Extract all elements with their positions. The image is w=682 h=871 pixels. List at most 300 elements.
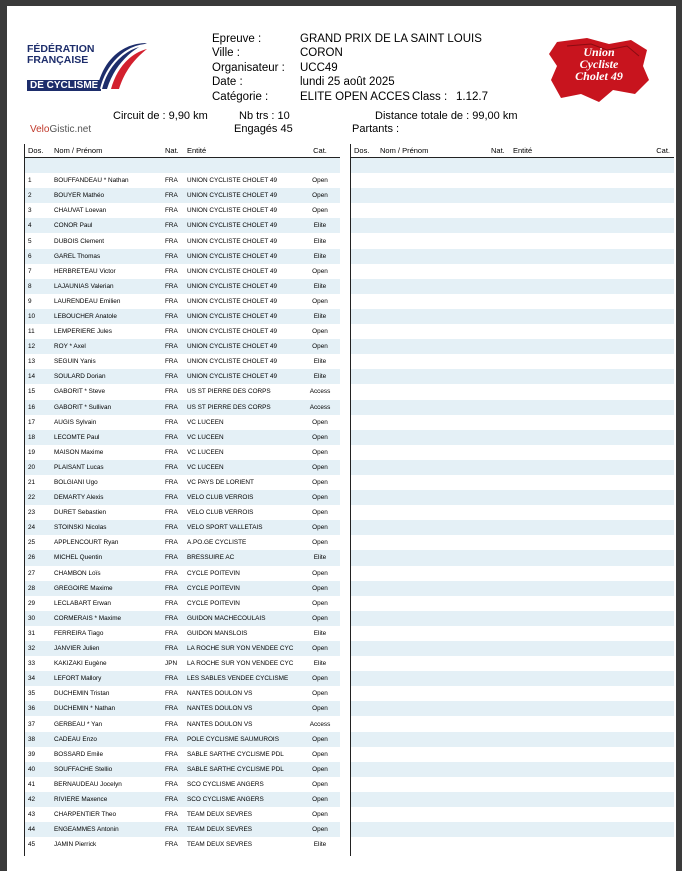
cell-cat: Open [312,418,328,426]
cell-nat [491,324,513,339]
cell-dos [350,566,380,581]
cell-cat: Elite [313,841,327,849]
cell-dos [350,384,380,399]
cell-dos [350,837,380,852]
empty-row [350,550,674,565]
cell-name: LEBOUCHER Anatole [54,309,165,324]
col-nat-header: Nat. [165,144,187,158]
empty-row [350,188,674,203]
table-row [24,747,340,762]
cell-cat: Elite [300,369,340,384]
cell-nat [491,400,513,415]
cell-cat: Access [309,720,331,728]
categorie-value: ELITE OPEN ACCES [300,91,410,103]
nbtrs-value: 10 [277,110,290,122]
cell-nat: FRA [165,792,187,807]
cell-dos: 41 [28,780,36,788]
cell-entite: US ST PIERRE DES CORPS [187,388,271,396]
cell-entite [513,309,630,324]
cell-cat [630,596,674,611]
cell-dos: 3 [28,207,32,215]
empty-row [350,581,674,596]
cell-dos: 25 [28,539,36,547]
cell-nat: FRA [165,641,187,656]
cell-nat [491,339,513,354]
cell-cat: Open [312,479,328,487]
cell-cat: Elite [313,660,327,668]
cell-cat [630,384,674,399]
cell-nat [491,671,513,686]
cell-nat [491,505,513,520]
table-row [24,807,340,822]
empty-row [350,732,674,747]
table-row [24,430,340,445]
cell-entite: LA ROCHE SUR YON VENDEE CYC [187,660,294,668]
cell-cat: Access [309,388,331,396]
table-row [24,188,340,203]
cell-cat: Open [312,569,328,577]
cell-entite [513,777,630,792]
cell-dos: 15 [28,388,36,396]
table-row [24,203,340,218]
cell-dos: 38 [24,732,54,747]
circuit-value: 9,90 [168,110,191,122]
engages-value: 45 [280,123,293,135]
cell-nat: FRA [165,611,187,626]
cell-entite [513,822,630,837]
cell-entite [513,218,630,233]
table-row [24,596,340,611]
cell-dos: 11 [28,328,35,336]
cell-dos [350,626,380,641]
cell-nat: JPN [165,660,178,668]
cell-nat [491,279,513,294]
cell-cat: Elite [300,550,340,565]
cell-entite [513,807,630,822]
cell-dos: 21 [28,479,36,487]
cell-entite [513,339,630,354]
table-row [24,354,340,369]
cell-dos: 33 [28,660,36,668]
empty-row [350,279,674,294]
cell-cat: Elite [300,309,340,324]
cell-nat: FRA [165,780,178,788]
table-row [24,475,340,490]
cell-dos [350,747,380,762]
cell-cat [630,203,674,218]
cell-nat [491,535,513,550]
cell-name [380,173,491,188]
cell-dos [350,354,380,369]
empty-row [350,762,674,777]
cell-entite: UNION CYCLISTE CHOLET 49 [187,218,300,233]
col-name-header: Nom / Prénom [380,144,491,158]
cell-dos [350,233,380,248]
table-row [24,294,340,309]
col-name-header: Nom / Prénom [54,144,165,158]
cell-dos: 31 [28,629,36,637]
cell-name: JAMIN Pierrick [54,841,97,849]
cell-dos: 4 [24,218,54,233]
empty-row [350,490,674,505]
cell-name [380,460,491,475]
table-row [24,490,340,505]
cell-entite [513,762,630,777]
empty-row [350,233,674,248]
cell-cat: Open [312,750,328,758]
cell-name [380,339,491,354]
cell-entite [513,671,630,686]
cell-nat: FRA [165,339,187,354]
cell-dos [350,490,380,505]
circuit-label: Circuit de : [113,110,166,122]
cell-dos: 16 [24,400,54,415]
organisateur-value: UCC49 [300,62,338,74]
cell-dos [350,324,380,339]
cell-name [380,203,491,218]
cell-dos [350,535,380,550]
cell-dos [350,249,380,264]
table-row [24,324,340,339]
cell-nat [491,415,513,430]
window-frame-left [0,0,7,871]
cell-nat [491,656,513,671]
cell-name [380,520,491,535]
cell-cat: Elite [313,237,327,245]
cell-dos: 39 [28,750,36,758]
cell-name: JANVIER Julien [54,641,165,656]
cell-nat: FRA [165,539,178,547]
cell-nat [491,309,513,324]
empty-row [350,566,674,581]
cell-name: AUGIS Sylvain [54,418,97,426]
cell-cat: Open [312,297,328,305]
cell-cat: Access [300,400,340,415]
cell-nat [491,384,513,399]
cell-name: ENGEAMMES Antonin [54,822,165,837]
cell-dos: 10 [24,309,54,324]
empty-row [24,158,340,174]
cell-nat [491,369,513,384]
cell-nat [491,762,513,777]
cell-name [380,581,491,596]
cell-cat [630,264,674,279]
cell-name [380,505,491,520]
table-row [24,339,340,354]
cell-dos: 12 [24,339,54,354]
cell-nat [491,264,513,279]
cell-cat [630,671,674,686]
empty-row [350,656,674,671]
cell-nat: FRA [165,550,187,565]
cell-cat: Elite [313,358,327,366]
cell-cat [630,475,674,490]
cell-nat: FRA [165,569,178,577]
cell-entite [513,430,630,445]
table-row [24,550,340,565]
cell-nat: FRA [165,358,178,366]
velogistic-site: Gistic.net [49,124,92,135]
cell-dos: 9 [28,297,32,305]
empty-row [350,747,674,762]
cell-cat [630,701,674,716]
cell-cat: Open [300,339,340,354]
empty-row [350,701,674,716]
cell-nat [491,430,513,445]
cell-nat [491,354,513,369]
distance-value: 99,00 [472,110,500,122]
empty-row [350,249,674,264]
cell-cat: Open [312,207,328,215]
cell-dos: 19 [28,448,36,456]
cell-name: DUBOIS Clement [54,237,105,245]
empty-row [350,716,674,731]
cell-nat: FRA [165,188,187,203]
cell-dos [350,550,380,565]
cell-name: DEMARTY Alexis [54,490,165,505]
cell-cat [630,445,674,460]
cell-nat: FRA [165,629,178,637]
empty-row [350,611,674,626]
cell-entite [513,203,630,218]
cell-dos: 36 [24,701,54,716]
cell-dos [350,158,380,174]
cell-cat: Elite [300,279,340,294]
cell-name [380,747,491,762]
empty-row [350,384,674,399]
cell-name [380,490,491,505]
cell-entite: UNION CYCLISTE CHOLET 49 [187,339,300,354]
table-header-row [350,144,674,158]
empty-row [350,505,674,520]
cell-entite: CYCLE POITEVIN [187,581,300,596]
table-row [24,400,340,415]
table-row [24,505,340,520]
cell-cat [630,520,674,535]
cell-dos: 26 [24,550,54,565]
cell-entite: UNION CYCLISTE CHOLET 49 [187,279,300,294]
cell-nat: FRA [165,328,178,336]
cell-name: LAJAUNIAS Valerian [54,279,165,294]
cell-cat [630,747,674,762]
empty-row [350,671,674,686]
cell-dos: 40 [24,762,54,777]
col-entite-header: Entité [513,144,630,158]
cell-cat: Open [312,599,328,607]
empty-row [350,807,674,822]
cell-name [380,264,491,279]
cell-entite: LES SABLES VENDEE CYCLISME [187,671,300,686]
cell-cat: Open [300,671,340,686]
cell-entite [513,716,630,731]
cell-dos [350,294,380,309]
cell-cat [630,279,674,294]
cell-dos: 2 [24,188,54,203]
window-frame-right [676,0,682,871]
cell-name: CADEAU Enzo [54,732,165,747]
cell-nat: FRA [165,822,187,837]
cell-name: GABORIT * Sullivan [54,400,165,415]
cell-dos [350,369,380,384]
cell-nat [491,249,513,264]
cell-cat: Open [312,328,328,336]
cell-dos [350,520,380,535]
cell-entite: GUIDON MACHECOULAIS [187,611,300,626]
cell-entite [513,415,630,430]
cell-name [380,188,491,203]
cell-name: SEGUIN Yanis [54,358,96,366]
cell-dos: 6 [24,249,54,264]
empty-row [350,686,674,701]
ucc-logo [547,36,651,104]
nbtrs-info [239,110,290,122]
cell-entite: NANTES DOULON VS [187,701,300,716]
cell-entite: UNION CYCLISTE CHOLET 49 [187,188,300,203]
cell-nat: FRA [165,479,178,487]
document-page [7,6,676,871]
cell-entite [513,581,630,596]
table-header-row [24,144,340,158]
cell-dos [350,279,380,294]
cell-dos: 17 [28,418,36,426]
table-row [24,309,340,324]
cell-dos: 24 [24,520,54,535]
cell-cat [630,324,674,339]
cell-entite [513,445,630,460]
cell-nat [491,716,513,731]
empty-row [350,626,674,641]
cell-nat: FRA [165,732,187,747]
cell-name [380,369,491,384]
table-row [24,656,340,671]
cell-entite: UNION CYCLISTE CHOLET 49 [187,358,278,366]
cell-entite [513,158,630,174]
cell-entite: VC LUCEEN [187,418,224,426]
table-row [24,701,340,716]
cell-dos: 18 [24,430,54,445]
cell-dos [350,641,380,656]
epreuve-label: Epreuve : [212,33,262,45]
cell-nat [491,218,513,233]
cell-name [380,777,491,792]
cell-cat [630,762,674,777]
cell-entite: UNION CYCLISTE CHOLET 49 [187,369,300,384]
cell-name: LECLABART Erwan [54,599,111,607]
nbtrs-label: Nb trs : [239,110,275,122]
cell-entite: UNION CYCLISTE CHOLET 49 [187,249,300,264]
cell-nat [491,822,513,837]
cell-nat: FRA [165,599,178,607]
cell-entite: SCO CYCLISME ANGERS [187,780,264,788]
ffc-logo-line1: FÉDÉRATION [27,43,95,55]
cell-dos [350,203,380,218]
cell-cat [630,641,674,656]
class-value: 1.12.7 [456,91,488,103]
cell-cat [630,460,674,475]
cell-entite: VC LUCEEN [187,460,300,475]
cell-name [380,686,491,701]
cell-name: GREGOIRE Maxime [54,581,165,596]
cell-name [380,837,491,852]
cell-cat [630,777,674,792]
engages-label: Engagés [234,123,278,135]
cell-cat [630,626,674,641]
cell-dos [350,671,380,686]
cell-entite [513,837,630,852]
class-label: Class : [412,91,448,103]
cell-entite [513,490,630,505]
empty-row [350,535,674,550]
cell-cat [630,581,674,596]
empty-row [350,369,674,384]
cell-nat [491,792,513,807]
cell-name [380,218,491,233]
ffc-logo-line2: FRANÇAISE [27,54,89,66]
cell-nat [491,233,513,248]
cell-cat: Open [312,780,328,788]
cell-cat: Open [300,641,340,656]
empty-row [350,822,674,837]
empty-row [350,460,674,475]
cell-name: APPLENCOURT Ryan [54,539,119,547]
cell-dos: 23 [28,509,36,517]
cell-name: KAKIZAKI Eugène [54,660,107,668]
date-label: Date : [212,76,243,88]
cell-cat: Open [300,822,340,837]
table-row [24,611,340,626]
cell-cat [630,656,674,671]
empty-row [350,837,674,852]
cell-entite [513,520,630,535]
cell-dos: 20 [24,460,54,475]
cell-name [380,475,491,490]
table-row [24,218,340,233]
empty-row [350,641,674,656]
cell-entite: UNION CYCLISTE CHOLET 49 [187,237,278,245]
cell-name: CHARPENTIER Theo [54,811,117,819]
cell-dos [350,460,380,475]
cell-entite: TEAM DEUX SEVRES [187,811,252,819]
cell-entite: LA ROCHE SUR YON VENDEE CYC [187,641,300,656]
cell-cat: Open [312,539,328,547]
cell-cat [630,792,674,807]
cell-name [380,566,491,581]
cell-dos [350,581,380,596]
cell-nat: FRA [165,490,187,505]
cell-entite [513,400,630,415]
cell-entite: SCO CYCLISME ANGERS [187,792,300,807]
cell-entite [513,656,630,671]
cell-dos [350,822,380,837]
cell-name [380,641,491,656]
cell-nat [491,445,513,460]
cell-entite: VC LUCEEN [187,448,224,456]
cell-entite [513,701,630,716]
cell-dos [350,445,380,460]
cell-name [380,415,491,430]
cell-entite [513,264,630,279]
cell-entite [513,626,630,641]
cell-dos [350,732,380,747]
cell-nat: FRA [165,218,187,233]
distance-label: Distance totale de : [375,110,470,122]
cell-dos: 42 [24,792,54,807]
table-row [24,445,340,460]
distance-info [375,110,518,122]
cell-name: PLAISANT Lucas [54,460,165,475]
cell-dos [350,777,380,792]
cell-dos [350,596,380,611]
